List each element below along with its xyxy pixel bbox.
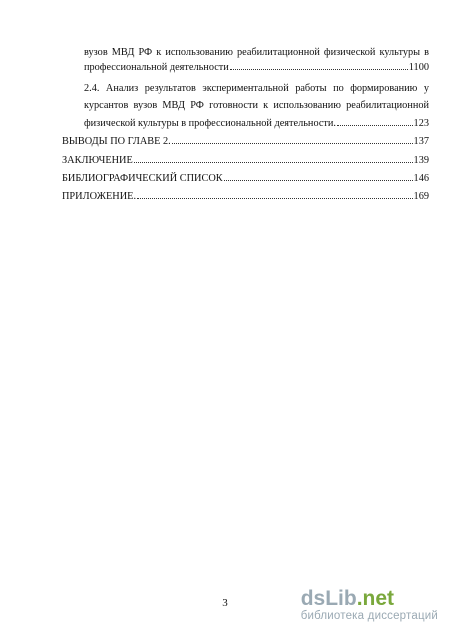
toc-entry-2-line-1: 2.4. Анализ результатов экспериментальной работы по формированию у (84, 83, 429, 94)
leader-dots (337, 116, 413, 126)
toc-entry-2-line-2: курсантов вузов МВД РФ готовности к использованию реабилитационной (84, 100, 429, 111)
watermark-logo-main: dsLib (300, 587, 357, 610)
page-number: 3 (222, 597, 228, 609)
toc-entry-title: БИБЛИОГРАФИЧЕСКИЙ СПИСОК (62, 173, 223, 184)
toc-entry-title: физической культуры в профессиональной деятельности. (84, 118, 337, 129)
toc-page-number: 146 (413, 173, 429, 184)
watermark-logo-suffix: .net (356, 587, 395, 610)
watermark-logo (301, 588, 438, 610)
toc-entry-title: ЗАКЛЮЧЕНИЕ (62, 155, 133, 166)
toc-entry-1-line-1: вузов МВД РФ к использованию реабилитационной физической культуры в (84, 47, 429, 58)
toc-entry-title: ВЫВОДЫ ПО ГЛАВЕ 2. (62, 136, 171, 147)
toc-page-number: 137 (413, 136, 429, 147)
toc-page-number: 123 (413, 118, 429, 129)
toc-page-number: 139 (413, 155, 429, 166)
watermark (301, 588, 438, 623)
toc-page-number: 1100 (408, 62, 429, 73)
toc-entry-bibliography[interactable] (62, 171, 429, 185)
leader-dots (230, 60, 408, 70)
watermark-tagline: библиотека диссертаций (300, 610, 438, 622)
toc-entry-title: ПРИЛОЖЕНИЕ. (62, 191, 137, 202)
toc-entry-conclusion[interactable] (62, 153, 429, 167)
leader-dots (134, 153, 413, 163)
toc-entry-appendix[interactable] (62, 189, 429, 203)
toc-entry-2-last-line[interactable] (84, 116, 429, 130)
toc-entry-title: профессиональной деятельности (84, 62, 229, 73)
leader-dots (137, 189, 413, 199)
toc-page-number: 169 (413, 191, 429, 202)
toc-entry-1-last-line[interactable] (84, 60, 429, 74)
leader-dots (172, 134, 413, 144)
toc-entry-conclusions-chapter-2[interactable] (62, 134, 429, 148)
leader-dots (224, 171, 413, 181)
